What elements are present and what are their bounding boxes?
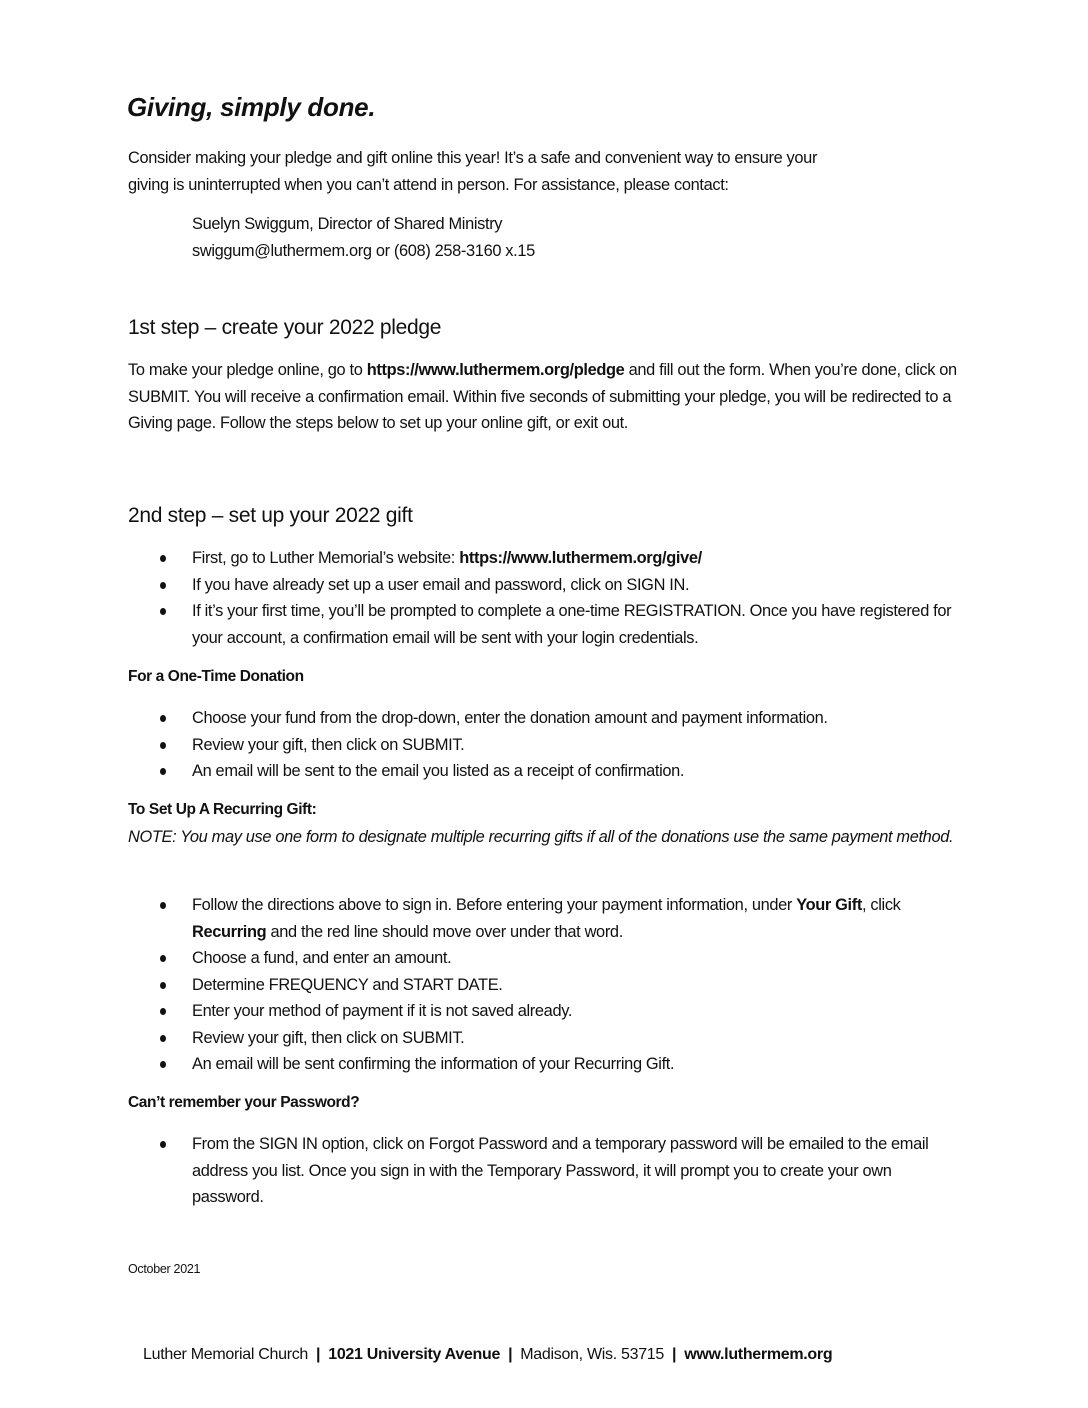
- intro-line-1: Consider making your pledge and gift online this year! It’s a safe and convenient way to ensure your: [128, 149, 818, 167]
- password-heading: Can’t remember your Password?: [128, 1094, 360, 1111]
- list-item: Choose a fund, and enter an amount.: [128, 945, 958, 972]
- recurring-list: [128, 892, 958, 1078]
- list-item: An email will be sent confirming the information of your Recurring Gift.: [128, 1051, 958, 1078]
- footer-address: 1021 University Avenue: [328, 1346, 501, 1363]
- bullet-icon: [160, 608, 166, 615]
- list-item: Choose your fund from the drop-down, enter the donation amount and payment information.: [128, 705, 958, 732]
- intro-line-2: giving is uninterrupted when you can’t attend in person. For assistance, please contact:: [128, 175, 729, 194]
- list-item: First, go to Luther Memorial’s website: https://www.luthermem.org/give/: [128, 545, 958, 572]
- footer-separator: |: [316, 1346, 321, 1363]
- footer-church: Luther Memorial Church: [143, 1346, 309, 1363]
- list-item: From the SIGN IN option, click on Forgot Password and a temporary password will be emailed to the email address you list. Once you sign in with the Temporary Password, it will prompt you to create your own password.: [128, 1131, 958, 1211]
- contact-block: [192, 211, 535, 264]
- list-item: An email will be sent to the email you listed as a receipt of confirmation.: [128, 758, 958, 785]
- step2-list: [128, 545, 958, 651]
- step1-paragraph: To make your pledge online, go to https://www.luthermem.org/pledge and fill out the form. When you’re done, click on SUBMIT. You will receive a confirmation email. Within five seconds of submitting your pledge, you will be redirected to a Giving page. Follow the steps below to set up your online gift, or exit out.: [128, 361, 957, 432]
- list-item: Review your gift, then click on SUBMIT.: [128, 1025, 958, 1052]
- bullet-icon: [160, 955, 166, 962]
- bullet-icon: [160, 715, 166, 722]
- footer: [143, 1346, 832, 1364]
- bullet-icon: [160, 582, 166, 589]
- list-item: Determine FREQUENCY and START DATE.: [128, 972, 958, 999]
- list-item: Follow the directions above to sign in. Before entering your payment information, under Your Gift, click Recurring and the red line should move over under that word.: [128, 892, 958, 945]
- intro-paragraph: [128, 145, 968, 198]
- bullet-icon: [160, 982, 166, 989]
- one-time-heading: For a One-Time Donation: [128, 668, 304, 685]
- bullet-icon: [160, 1008, 166, 1015]
- list-item: Enter your method of payment if it is not saved already.: [128, 998, 958, 1025]
- bullet-icon: [160, 1061, 166, 1068]
- bullet-icon: [160, 768, 166, 775]
- page-title: Giving, simply done.: [127, 92, 376, 122]
- one-time-list: [128, 705, 958, 785]
- list-item: If it’s your first time, you’ll be prompted to complete a one-time REGISTRATION. Once you have registered for your account, a confirmation email will be sent with your login credentials.: [128, 598, 958, 651]
- step1-heading: 1st step – create your 2022 pledge: [128, 316, 442, 339]
- bullet-icon: [160, 1035, 166, 1042]
- contact-details: swiggum@luthermem.org or (608) 258-3160 x.15: [192, 241, 535, 260]
- footer-separator: |: [672, 1346, 677, 1363]
- bullet-icon: [160, 742, 166, 749]
- footer-website-link[interactable]: www.luthermem.org: [684, 1346, 833, 1363]
- list-item: Review your gift, then click on SUBMIT.: [128, 732, 958, 759]
- document-date: October 2021: [128, 1262, 201, 1276]
- bullet-icon: [160, 555, 166, 562]
- password-list: [128, 1131, 958, 1211]
- recurring-heading: To Set Up A Recurring Gift:: [128, 801, 317, 818]
- pledge-link[interactable]: https://www.luthermem.org/pledge: [366, 361, 625, 379]
- contact-name: Suelyn Swiggum, Director of Shared Ministry: [192, 215, 503, 233]
- footer-separator: |: [508, 1346, 513, 1363]
- bullet-icon: [160, 1141, 166, 1148]
- list-item: If you have already set up a user email and password, click on SIGN IN.: [128, 572, 958, 599]
- bullet-icon: [160, 902, 166, 909]
- give-link[interactable]: https://www.luthermem.org/give/: [459, 549, 702, 567]
- recurring-note: NOTE: You may use one form to designate multiple recurring gifts if all of the donations use the same payment method.: [128, 828, 954, 846]
- step2-heading: 2nd step – set up your 2022 gift: [128, 504, 413, 527]
- footer-city: Madison, Wis. 53715: [520, 1346, 664, 1363]
